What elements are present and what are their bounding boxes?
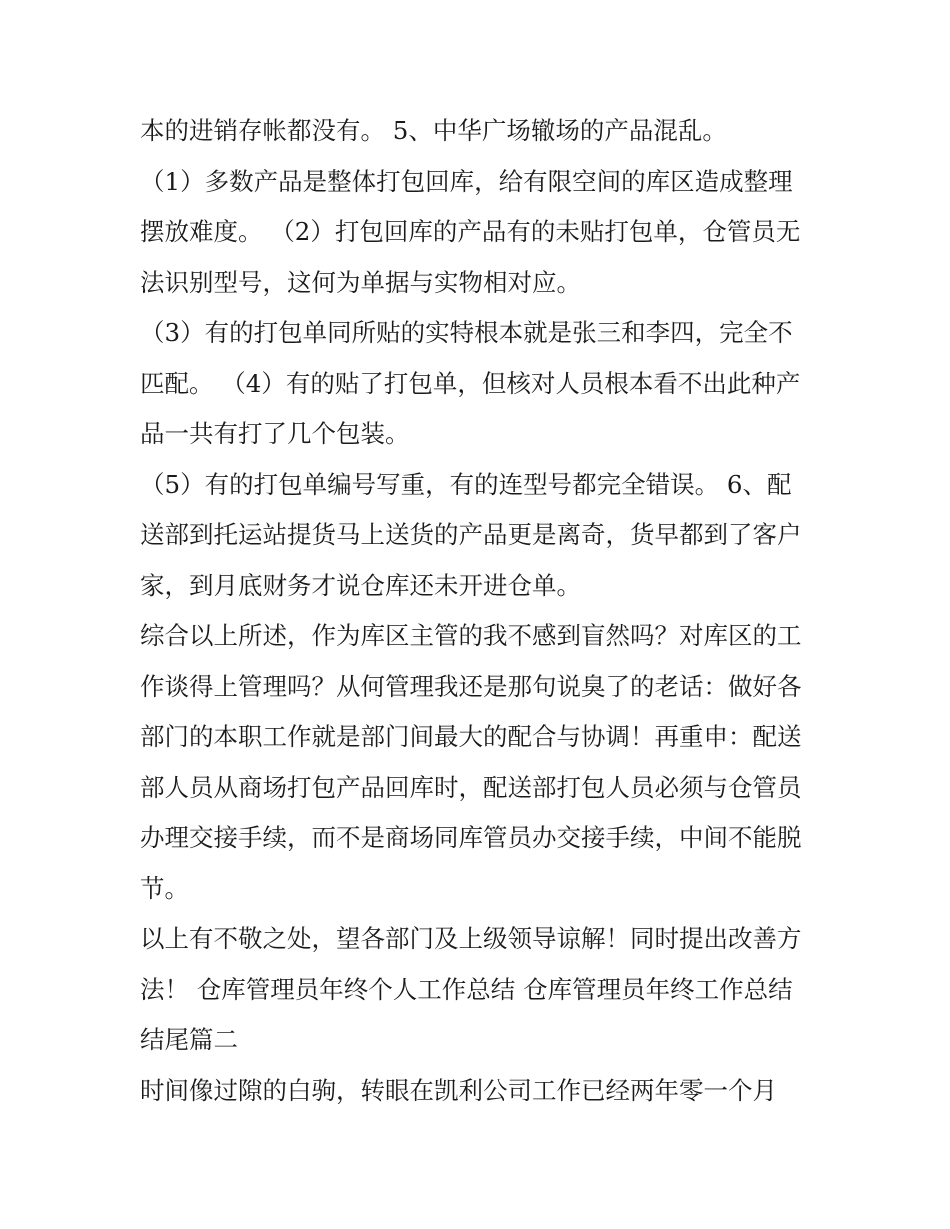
text-line: （1）多数产品是整体打包回库，给有限空间的库区造成整理	[140, 166, 793, 196]
text-line: 本的进销存帐都没有。 5、中华广场辙场的产品混乱。	[140, 116, 727, 145]
text-line: 送部到托运站提货马上送货的产品更是离奇，货早都到了客户	[140, 520, 802, 549]
text-line: 部人员从商场打包产品回库时，配送部打包人员必须与仓管员	[140, 772, 802, 802]
document-body	[140, 106, 820, 1116]
text-line: （3）有的打包单同所贴的实特根本就是张三和李四，完全不	[140, 318, 793, 347]
text-line: 办理交接手续，而不是商场同库管员办交接手续，中间不能脱	[140, 823, 802, 852]
text-line: 品一共有打了几个包装。	[140, 419, 410, 448]
text-line: 时间像过隙的白驹，转眼在凯利公司工作已经两年零一个月	[140, 1075, 777, 1105]
text-line: 以上有不敬之处，望各部门及上级领导谅解！同时提出改善方	[140, 924, 802, 953]
text-line: 部门的本职工作就是部门间最大的配合与协调！再重申：配送	[140, 722, 802, 751]
text-line: 摆放难度。 （2）打包回库的产品有的未贴打包单，仓管员无	[140, 217, 801, 246]
text-line: 法识别型号，这何为单据与实物相对应。	[140, 267, 581, 297]
text-line: 结尾篇二	[140, 1025, 238, 1054]
text-line: （5）有的打包单编号写重，有的连型号都完全错误。 6、配	[140, 469, 792, 499]
text-line: 综合以上所述，作为库区主管的我不感到盲然吗？对库区的工	[140, 621, 802, 650]
text-line: 家，到月底财务才说仓库还未开进仓单。	[140, 570, 581, 600]
text-line: 节。	[140, 873, 189, 903]
text-line: 匹配。 （4）有的贴了打包单，但核对人员根本看不出此种产	[140, 368, 801, 398]
text-line: 法！ 仓库管理员年终个人工作总结 仓库管理员年终工作总结	[140, 974, 793, 1004]
text-line: 作谈得上管理吗？从何管理我还是那句说臭了的老话：做好各	[140, 671, 802, 701]
